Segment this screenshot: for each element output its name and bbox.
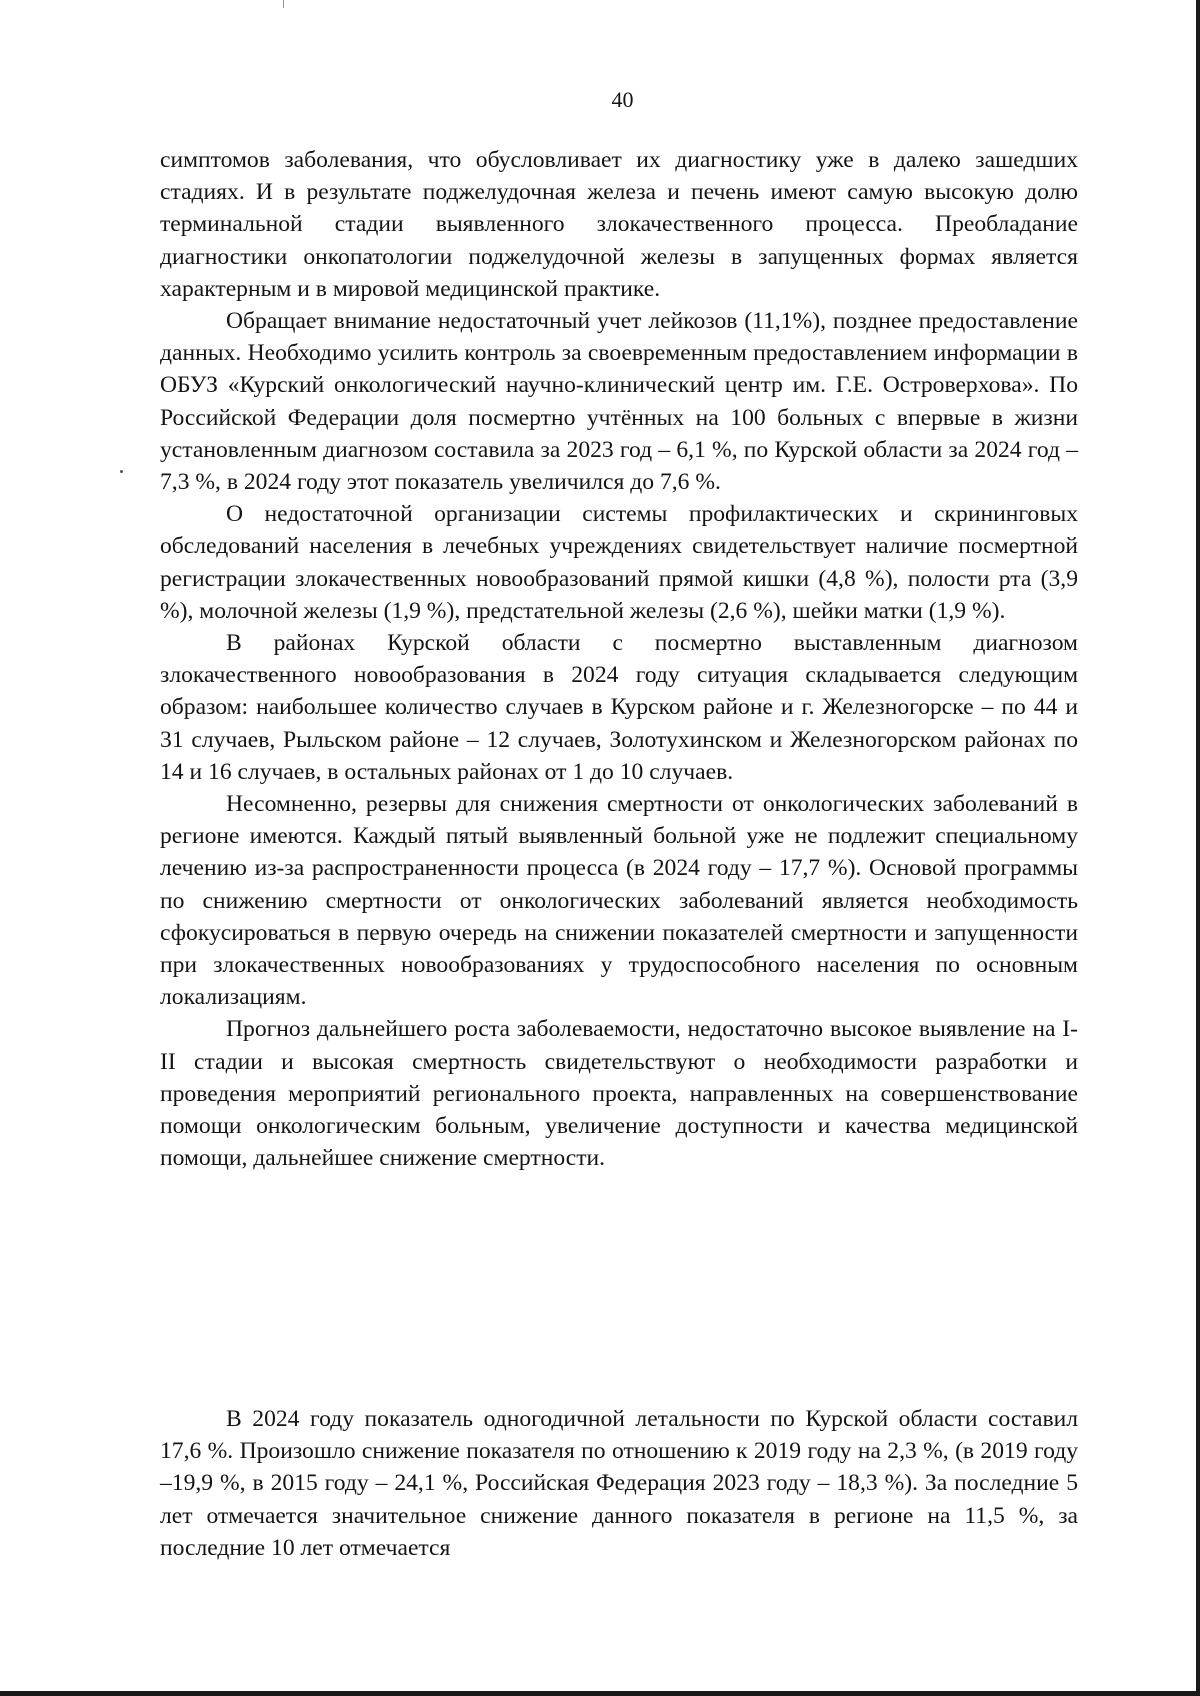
body-text-bottom [160, 1403, 1078, 1564]
paragraph-5: Несомненно, резервы для снижения смертности от онкологических заболеваний в регионе имеются. Каждый пятый выявленный больной уже не подлежит специальному лечению из-за распространенности процесса (в 2024 году – 17,7 %). Основой программы по снижению смертности от онкологических заболеваний является необходимость сфокусироваться в первую очередь на снижении показателей смертности и запущенности при злокачественных новообразованиях у трудоспособного населения по основным локализациям. [160, 791, 1078, 1011]
paragraph-3: О недостаточной организации системы профилактических и скрининговых обследований населения в лечебных учреждениях свидетельствует наличие посмертной регистрации злокачественных новообразований прямой кишки (4,8 %), полости рта (3,9 %), молочной железы (1,9 %), предстательной железы (2,6 %), шейки матки (1,9 %). [160, 501, 1078, 624]
paragraph-1: симптомов заболевания, что обусловливает их диагностику уже в далеко зашедших стадиях. И в результате поджелудочная железа и печень имеют самую высокую долю терминальной стадии выявленного злокачественного процесса. Преобладание диагностики онкопатологии поджелудочной железы в запущенных формах является характерным и в мировой медицинской практике. [160, 147, 1078, 302]
scan-speck [120, 470, 123, 473]
paragraph-6: Прогноз дальнейшего роста заболеваемости, недостаточно высокое выявление на I-II стадии и высокая смертность свидетельствуют о необходимости разработки и проведения мероприятий регионального проекта, направленных на совершенствование помощи онкологическим больным, увеличение доступности и качества медицинской помощи, дальнейшее снижение смертности. [160, 1016, 1078, 1172]
scan-mark [283, 0, 284, 8]
paragraph-7: В 2024 году показатель одногодичной летальности по Курской области составил 17,6 %. Произошло снижение показателя по отношению к 2019 году на 2,3 %, (в 2019 году –19,9 %, в 2015 году – 24,1 %, Российская Федерация 2023 году – 18,3 %). За последние 5 лет отмечается значительное снижение данного показателя в регионе на 11,5 %, за последние 10 лет отмечается [160, 1406, 1078, 1561]
scan-border-bottom [0, 1691, 1200, 1696]
scan-border-right [1196, 0, 1200, 1696]
page-number: 40 [611, 87, 634, 112]
paragraph-2: Обращает внимание недостаточный учет лейкозов (11,1%), позднее предоставление данных. Необходимо усилить контроль за своевременным предоставлением информации в ОБУЗ «Курский онкологический научно-клинический центр им. Г.Е. Островерхова». По Российской Федерации доля посмертно учтённых на 100 больных с впервые в жизни установленным диагнозом составила за 2023 год – 6,1 %, по Курской области за 2024 год – 7,3 %, в 2024 году этот показатель увеличился до 7,6 %. [160, 308, 1078, 496]
paragraph-4: В районах Курской области с посмертно выставленным диагнозом злокачественного новообразования в 2024 году ситуация складывается следующим образом: наибольшее количество случаев в Курском районе и г. Железногорске – по 44 и 31 случаев, Рыльском районе – 12 случаев, Золотухинском и Железногорском районах по 14 и 16 случаев, в остальных районах от 1 до 10 случаев. [160, 630, 1078, 785]
body-text-top [160, 144, 1078, 1175]
